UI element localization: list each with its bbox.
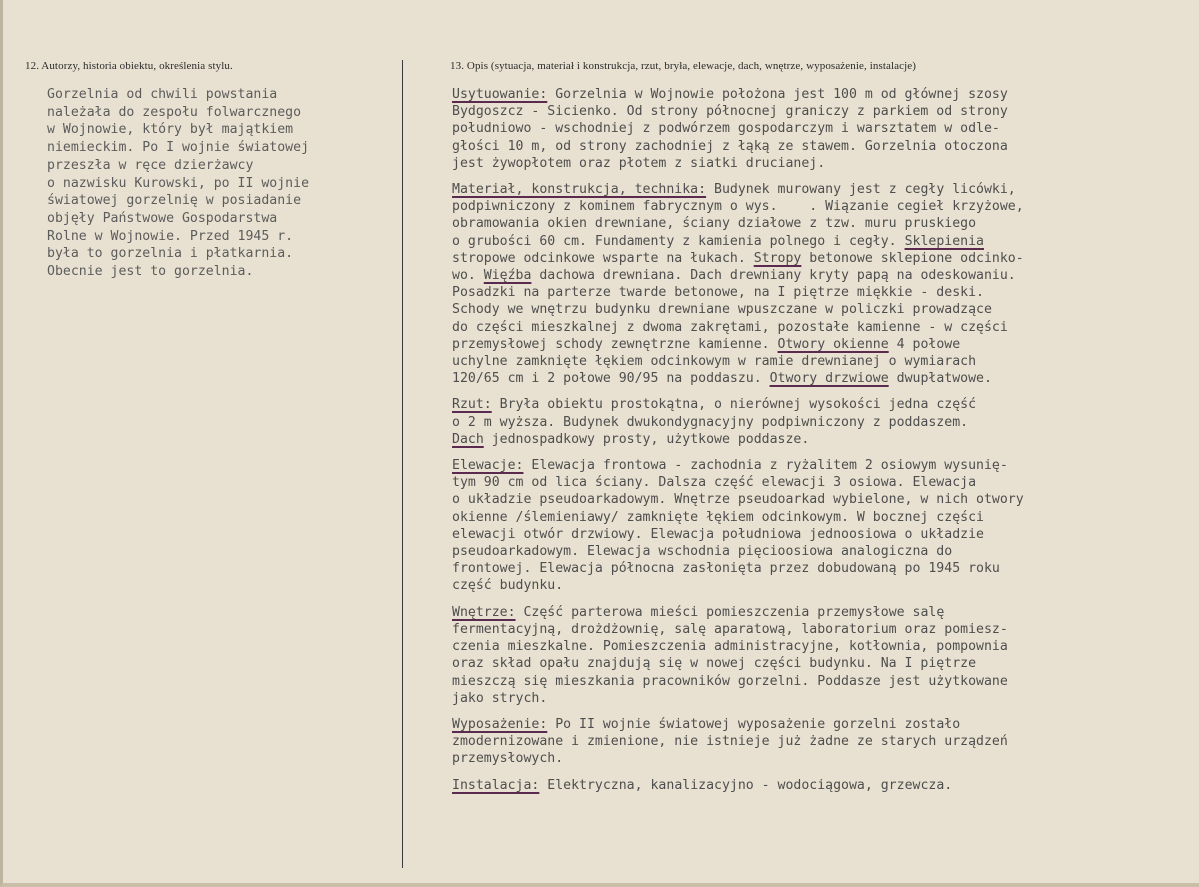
text-material-3: betonowe sklepione odcinko- wo. <box>452 250 1024 284</box>
text-instalacja: Elektryczna, kanalizacyjno - wodociągowa, grzewcza. <box>539 777 953 793</box>
text-material-5: 4 połowe uchylne zamknięte łękiem odcinkowym w ramie drewnianej o wymiarach 120/65 cm i 2 połowe 90/95 na poddaszu. <box>452 336 977 387</box>
heading-rzut: Rzut: <box>452 397 492 413</box>
text-material-1: Budynek murowany jest z cegły licówki, podpiwniczony z kominem fabrycznym o wys. . Wiązanie cegieł krzyżowe, obramowania okien drewniane, ściany działowe z tzw. muru pruskiego o grubości 60 cm. Fundamenty z kamienia polnego i cegły. <box>452 182 1024 249</box>
text-wnetrze: Część parterowa mieści pomieszczenia przemysłowe salę fermentacyjną, drożdżownię, salę aparatową, laboratorium oraz pomiesz- czenia mieszkalne. Pomieszczenia administracyjne, kotłownia, pompownia oraz skład opału znajdują się w nowej części budynku. Na I piętrze mieszczą się mieszkania pracowników gorzelni. Poddasze jest użytkowane jako strych. <box>452 604 1008 706</box>
text-wyposazenie: Po II wojnie światowej wyposażenie gorzelni zostało zmodernizowane i zmienione, nie istnieje już żadne ze starych urządzeń przemysłowych. <box>452 716 1008 767</box>
text-elewacje: Elewacja frontowa - zachodnia z ryżalitem 2 osiowym wysunię- tym 90 cm od lica ściany. Dalsza część elewacji 3 osiowa. Elewacja o układzie pseudoarkadowym. Wnętrze pseudoarkad wybielone, w nich otwory okienne /ślemieniawy/ zamknięte łękiem odcinkowym. W bocznej części elewacji otwór drzwiowy. Elewacja południowa jednoosiowa o układzie pseudoarkadowym. Elewacja wschodnia pięcioosiowa analogiczna do frontowej. Elewacja północna zasłonięta przez dobudowaną po 1945 roku część budynku. <box>452 458 1024 594</box>
field-12-label: 12. Autorzy, historia obiektu, określenia stylu. <box>25 60 233 72</box>
heading-otwory-drzwiowe: Otwory drzwiowe <box>769 371 889 387</box>
heading-wiezba: Więźba <box>483 268 532 284</box>
column-divider <box>402 60 403 868</box>
heading-stropy: Stropy <box>753 250 802 266</box>
heading-wyposazenie: Wyposażenie: <box>452 716 548 732</box>
heading-usytuowanie: Usytuowanie: <box>452 87 548 102</box>
description-text <box>452 86 1196 794</box>
section-instalacja <box>452 777 1196 794</box>
section-wnetrze <box>452 604 1196 707</box>
section-material <box>452 181 1196 387</box>
heading-instalacja: Instalacja: <box>452 777 540 793</box>
history-text: Gorzelnia od chwili powstania należała do zespołu folwarcznego w Wojnowie, który był majątkiem niemieckim. Po I wojnie światowej przeszła w ręce dzierżawcy o nazwisku Kurowski, po II wojnie światowej gorzelnię w posiadanie objęły Państwowe Gospodarstwa Rolne w Wojnowie. Przed 1945 r. była to gorzelnia i płatkarnia. Obecnie jest to gorzelnia. <box>47 87 310 280</box>
text-usytuowanie: Gorzelnia w Wojnowie położona jest 100 m od głównej szosy Bydgoszcz - Sicienko. Od strony północnej graniczy z parkiem od strony południowo - wschodniej z podwórzem gospodarczym i warsztatem w odle- głości 10 m, od strony zachodniej z łąką ze stawem. Gorzelnia otoczona jest żywopłotem oraz płotem z siatki drucianej. <box>452 87 1008 171</box>
text-rzut-1: Bryła obiektu prostokątna, o nierównej wysokości jedna część o 2 m wyższa. Budynek dwukondygnacyjny podpiwniczony z poddaszem. <box>452 397 977 430</box>
field-13-label: 13. Opis (sytuacja, materiał i konstrukcja, rzut, bryła, elewacje, dach, wnętrze, wyposażenie, instalacje) <box>450 60 916 72</box>
section-usytuowanie <box>452 86 1196 172</box>
heading-sklepienia: Sklepienia <box>904 233 984 249</box>
text-material-2: stropowe odcinkowe wsparte na łukach. <box>452 250 746 266</box>
heading-dach: Dach <box>452 431 484 447</box>
heading-otwory-okienne: Otwory okienne <box>777 336 889 352</box>
section-elewacje <box>452 457 1196 595</box>
text-material-4: dachowa drewniana. Dach drewniany kryty papą na odeskowaniu. Posadzki na parterze twarde betonowe, na I piętrze miękkie - deski. Schody we wnętrzu budynku drewniane wpuszczane w policzki prowadzące do części mieszkalnej z dwoma zakrętami, pozostałe kamienne - w części przemysłowej schody zewnętrzne kamienne. <box>452 268 1016 352</box>
section-rzut <box>452 396 1196 448</box>
text-material-6: dwupłatwowe. <box>888 371 992 387</box>
heading-elewacje: Elewacje: <box>452 458 524 474</box>
section-wyposazenie <box>452 716 1196 768</box>
text-rzut-2: jednospadkowy prosty, użytkowe poddasze. <box>483 431 810 447</box>
heading-material: Materiał, konstrukcja, technika: <box>452 182 707 198</box>
heading-wnetrze: Wnętrze: <box>452 604 516 620</box>
